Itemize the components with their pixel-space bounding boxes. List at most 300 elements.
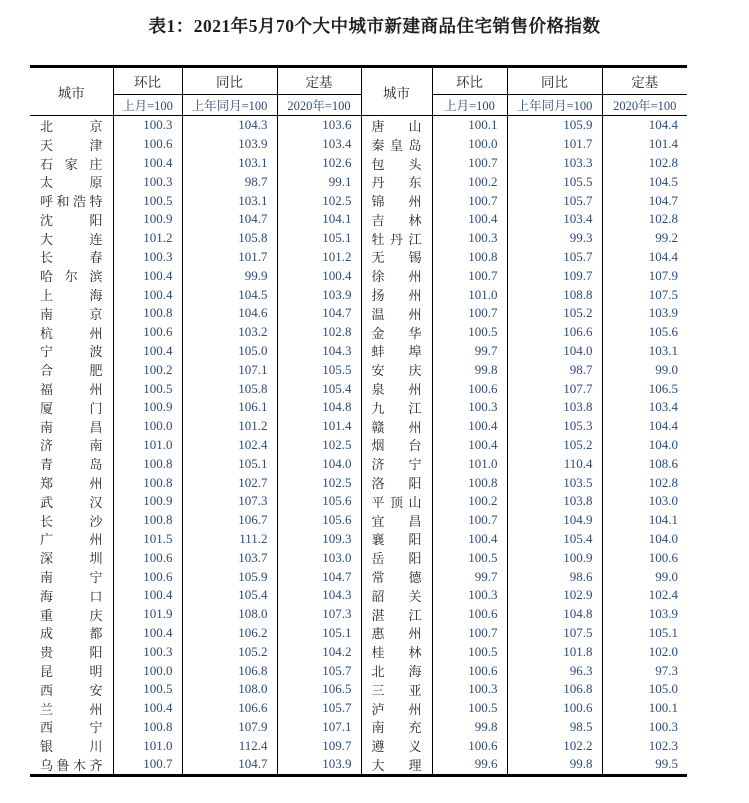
city-name: 烟 台 [371,438,422,454]
mom-value-cell: 100.4 [432,210,507,229]
yoy-value-cell: 110.4 [507,454,602,473]
city-name: 西 宁 [40,720,103,736]
mom-value-cell: 99.8 [432,718,507,737]
mom-value-cell: 100.2 [432,172,507,191]
mom-value-cell: 100.9 [113,398,182,417]
table-row [30,755,687,775]
yoy-value-cell: 106.7 [182,511,277,530]
city-cell [30,661,113,680]
yoy-value-cell: 104.9 [507,511,602,530]
yoy-value-cell: 103.8 [507,492,602,511]
mom-value-cell: 100.9 [113,492,182,511]
mom-value-cell: 100.4 [113,154,182,173]
yoy-value-cell: 105.4 [182,586,277,605]
city-name: 郑 州 [40,476,103,492]
city-cell [30,454,113,473]
table-row [30,642,687,661]
yoy-value-cell: 106.6 [507,323,602,342]
base-value-cell: 103.9 [602,304,687,323]
base-value-cell: 102.8 [602,473,687,492]
yoy-value-cell: 99.9 [182,266,277,285]
table-row [30,116,687,135]
base-value-cell: 104.3 [277,342,361,361]
yoy-value-cell: 103.4 [507,210,602,229]
city-name: 赣 州 [371,419,422,435]
document-page [0,13,749,803]
city-name: 济 南 [40,438,103,454]
city-cell [30,736,113,755]
yoy-value-cell: 105.5 [507,172,602,191]
base-value-cell: 104.4 [602,248,687,267]
yoy-value-cell: 103.2 [182,323,277,342]
mom-value-cell: 100.4 [113,624,182,643]
city-cell [361,266,432,285]
mom-value-cell: 100.5 [432,548,507,567]
city-cell [361,661,432,680]
table-row [30,492,687,511]
mom-value-cell: 100.3 [113,642,182,661]
table-title: 表1：2021年5月70个大中城市新建商品住宅销售价格指数 [148,16,601,36]
city-name: 大 连 [40,231,103,247]
city-name: 上 海 [40,288,103,304]
city-name: 深 圳 [40,551,103,567]
city-cell [30,191,113,210]
city-name: 济 宁 [371,457,422,473]
base-value-cell: 109.7 [277,736,361,755]
mom-value-cell: 100.8 [432,248,507,267]
subheader-base-right: 2020年=100 [602,95,687,116]
city-name: 昆 明 [40,664,103,680]
yoy-value-cell: 105.7 [507,248,602,267]
city-cell [361,154,432,173]
city-cell [361,755,432,775]
city-cell [30,492,113,511]
yoy-value-cell: 102.2 [507,736,602,755]
city-name: 三 亚 [371,682,422,698]
city-cell [30,135,113,154]
city-cell [361,642,432,661]
mom-value-cell: 100.4 [432,530,507,549]
city-name: 金 华 [371,325,422,341]
city-name: 惠 州 [371,626,422,642]
header-yoy-left: 同比 [182,67,277,95]
city-cell [30,642,113,661]
yoy-value-cell: 111.2 [182,530,277,549]
base-value-cell: 105.0 [602,680,687,699]
mom-value-cell: 100.4 [113,285,182,304]
mom-value-cell: 100.7 [432,266,507,285]
yoy-value-cell: 107.7 [507,379,602,398]
city-name: 九 江 [371,400,422,416]
yoy-value-cell: 108.0 [182,680,277,699]
city-cell [30,116,113,135]
base-value-cell: 104.1 [277,210,361,229]
mom-value-cell: 100.7 [432,191,507,210]
table-row [30,342,687,361]
yoy-value-cell: 108.8 [507,285,602,304]
city-cell [361,172,432,191]
city-name: 安 庆 [371,363,422,379]
yoy-value-cell: 108.0 [182,605,277,624]
city-cell [30,229,113,248]
city-cell [30,417,113,436]
base-value-cell: 102.8 [602,210,687,229]
yoy-value-cell: 98.7 [507,360,602,379]
city-name: 合 肥 [40,363,103,379]
base-value-cell: 103.4 [602,398,687,417]
yoy-value-cell: 104.7 [182,210,277,229]
yoy-value-cell: 106.1 [182,398,277,417]
city-name: 桂 林 [371,645,422,661]
city-cell [361,342,432,361]
mom-value-cell: 100.5 [432,642,507,661]
city-cell [361,229,432,248]
table-row [30,436,687,455]
base-value-cell: 109.3 [277,530,361,549]
mom-value-cell: 100.8 [113,454,182,473]
city-cell [361,473,432,492]
city-cell [361,699,432,718]
city-name: 丹 东 [371,175,422,191]
yoy-value-cell: 104.6 [182,304,277,323]
base-value-cell: 104.0 [277,454,361,473]
yoy-value-cell: 103.7 [182,548,277,567]
city-name: 遵 义 [371,739,422,755]
table-row [30,680,687,699]
yoy-value-cell: 109.7 [507,266,602,285]
city-name: 武 汉 [40,494,103,510]
city-cell [361,191,432,210]
base-value-cell: 104.3 [277,586,361,605]
city-cell [30,567,113,586]
base-value-cell: 99.1 [277,172,361,191]
city-name: 吉 林 [371,212,422,228]
mom-value-cell: 100.3 [113,116,182,135]
table-row [30,548,687,567]
mom-value-cell: 101.0 [113,436,182,455]
mom-value-cell: 100.7 [113,755,182,775]
table-row [30,229,687,248]
base-value-cell: 105.6 [277,492,361,511]
subheader-mom-right: 上月=100 [432,95,507,116]
table-row [30,567,687,586]
city-name: 泉 州 [371,382,422,398]
yoy-value-cell: 103.8 [507,398,602,417]
base-value-cell: 105.6 [277,511,361,530]
table-row [30,661,687,680]
yoy-value-cell: 107.5 [507,624,602,643]
yoy-value-cell: 103.1 [182,154,277,173]
base-value-cell: 102.8 [277,323,361,342]
mom-value-cell: 100.2 [113,360,182,379]
city-name: 南 充 [371,720,422,736]
yoy-value-cell: 106.8 [507,680,602,699]
city-cell [30,248,113,267]
mom-value-cell: 99.7 [432,567,507,586]
base-value-cell: 104.2 [277,642,361,661]
city-cell [30,436,113,455]
mom-value-cell: 101.0 [432,454,507,473]
base-value-cell: 100.4 [277,266,361,285]
mom-value-cell: 100.4 [432,417,507,436]
mom-value-cell: 99.8 [432,360,507,379]
mom-value-cell: 100.0 [113,661,182,680]
base-value-cell: 104.4 [602,116,687,135]
base-value-cell: 102.8 [602,154,687,173]
base-value-cell: 105.4 [277,379,361,398]
table-row [30,323,687,342]
mom-value-cell: 100.3 [432,680,507,699]
header-base-right: 定基 [602,67,687,95]
yoy-value-cell: 104.7 [182,755,277,775]
city-name: 秦 皇 岛 [371,137,422,153]
city-name: 沈 阳 [40,212,103,228]
city-cell [30,210,113,229]
base-value-cell: 97.3 [602,661,687,680]
yoy-value-cell: 101.2 [182,417,277,436]
table-row [30,304,687,323]
base-value-cell: 102.6 [277,154,361,173]
base-value-cell: 105.6 [602,323,687,342]
yoy-value-cell: 106.6 [182,699,277,718]
city-cell [361,548,432,567]
city-name: 兰 州 [40,701,103,717]
yoy-value-cell: 106.2 [182,624,277,643]
base-value-cell: 103.4 [277,135,361,154]
yoy-value-cell: 100.9 [507,548,602,567]
base-value-cell: 108.6 [602,454,687,473]
city-cell [361,511,432,530]
mom-value-cell: 101.9 [113,605,182,624]
city-cell [30,154,113,173]
yoy-value-cell: 102.4 [182,436,277,455]
city-cell [361,567,432,586]
city-name: 重 庆 [40,607,103,623]
city-cell [361,210,432,229]
base-value-cell: 105.7 [277,699,361,718]
base-value-cell: 105.1 [277,229,361,248]
city-name: 牡 丹 江 [371,231,422,247]
mom-value-cell: 99.7 [432,342,507,361]
yoy-value-cell: 105.4 [507,530,602,549]
header-mom-right: 环比 [432,67,507,95]
city-cell [30,548,113,567]
yoy-value-cell: 104.0 [507,342,602,361]
base-value-cell: 104.0 [602,436,687,455]
city-cell [30,680,113,699]
yoy-value-cell: 106.8 [182,661,277,680]
table-row [30,135,687,154]
mom-value-cell: 101.5 [113,530,182,549]
table-row [30,473,687,492]
city-cell [30,379,113,398]
base-value-cell: 103.1 [602,342,687,361]
yoy-value-cell: 105.9 [507,116,602,135]
mom-value-cell: 100.7 [432,624,507,643]
yoy-value-cell: 103.5 [507,473,602,492]
table-row [30,172,687,191]
city-name: 银 川 [40,739,103,755]
mom-value-cell: 100.6 [432,605,507,624]
city-cell [30,398,113,417]
mom-value-cell: 100.6 [432,661,507,680]
city-cell [30,699,113,718]
base-value-cell: 104.5 [602,172,687,191]
city-cell [30,342,113,361]
base-value-cell: 102.5 [277,191,361,210]
city-name: 太 原 [40,175,103,191]
base-value-cell: 99.0 [602,360,687,379]
subheader-base-left: 2020年=100 [277,95,361,116]
city-name: 泸 州 [371,701,422,717]
mom-value-cell: 100.8 [432,473,507,492]
base-value-cell: 107.9 [602,266,687,285]
base-value-cell: 105.5 [277,360,361,379]
city-name: 长 春 [40,250,103,266]
table-row [30,605,687,624]
base-value-cell: 102.5 [277,473,361,492]
city-name: 海 口 [40,588,103,604]
city-cell [361,379,432,398]
city-cell [30,586,113,605]
mom-value-cell: 100.7 [432,304,507,323]
city-name: 西 安 [40,682,103,698]
city-name: 北 海 [371,664,422,680]
mom-value-cell: 100.6 [113,567,182,586]
table-row [30,285,687,304]
city-cell [30,511,113,530]
city-name: 无 锡 [371,250,422,266]
base-value-cell: 106.5 [602,379,687,398]
base-value-cell: 104.7 [277,567,361,586]
base-value-cell: 100.1 [602,699,687,718]
header-base-left: 定基 [277,67,361,95]
base-value-cell: 102.5 [277,436,361,455]
base-value-cell: 101.4 [277,417,361,436]
city-cell [30,755,113,775]
city-name: 常 德 [371,570,422,586]
city-name: 锦 州 [371,194,422,210]
table-row [30,736,687,755]
city-name: 宜 昌 [371,513,422,529]
city-name: 南 宁 [40,570,103,586]
base-value-cell: 102.3 [602,736,687,755]
city-name: 杭 州 [40,325,103,341]
yoy-value-cell: 105.7 [507,191,602,210]
base-value-cell: 105.7 [277,661,361,680]
base-value-cell: 105.1 [277,624,361,643]
header-yoy-right: 同比 [507,67,602,95]
city-cell [30,304,113,323]
city-cell [361,530,432,549]
city-name: 湛 江 [371,607,422,623]
mom-value-cell: 100.3 [432,229,507,248]
yoy-value-cell: 98.7 [182,172,277,191]
table-row [30,210,687,229]
yoy-value-cell: 101.7 [182,248,277,267]
city-name: 包 头 [371,156,422,172]
city-name: 唐 山 [371,118,422,134]
city-name: 贵 阳 [40,645,103,661]
city-cell [361,624,432,643]
table-row [30,248,687,267]
city-cell [361,323,432,342]
mom-value-cell: 100.5 [432,699,507,718]
yoy-value-cell: 105.3 [507,417,602,436]
city-name: 韶 关 [371,588,422,604]
city-name: 乌 鲁 木 齐 [40,758,103,773]
base-value-cell: 104.7 [602,191,687,210]
yoy-value-cell: 104.3 [182,116,277,135]
city-name: 扬 州 [371,288,422,304]
table-row [30,191,687,210]
yoy-value-cell: 105.2 [182,642,277,661]
city-name: 温 州 [371,306,422,322]
yoy-value-cell: 105.2 [507,304,602,323]
base-value-cell: 107.3 [277,605,361,624]
city-name: 大 理 [371,758,422,773]
city-cell [30,718,113,737]
mom-value-cell: 101.2 [113,229,182,248]
table-body [30,116,687,776]
yoy-value-cell: 104.8 [507,605,602,624]
base-value-cell: 104.0 [602,530,687,549]
mom-value-cell: 100.9 [113,210,182,229]
price-index-table [30,65,687,777]
yoy-value-cell: 98.5 [507,718,602,737]
city-cell [361,285,432,304]
city-cell [361,586,432,605]
city-cell [30,605,113,624]
mom-value-cell: 100.6 [113,323,182,342]
base-value-cell: 104.7 [277,304,361,323]
base-value-cell: 106.5 [277,680,361,699]
base-value-cell: 100.3 [602,718,687,737]
city-name: 青 岛 [40,457,103,473]
mom-value-cell: 100.6 [432,736,507,755]
mom-value-cell: 100.4 [113,699,182,718]
base-value-cell: 101.4 [602,135,687,154]
yoy-value-cell: 96.3 [507,661,602,680]
base-value-cell: 102.4 [602,586,687,605]
yoy-value-cell: 105.0 [182,342,277,361]
city-name: 徐 州 [371,269,422,285]
base-value-cell: 103.9 [277,285,361,304]
city-cell [361,436,432,455]
table-row [30,360,687,379]
city-name: 岳 阳 [371,551,422,567]
city-name: 厦 门 [40,400,103,416]
mom-value-cell: 101.0 [432,285,507,304]
mom-value-cell: 100.5 [432,323,507,342]
city-name: 成 都 [40,626,103,642]
mom-value-cell: 100.8 [113,304,182,323]
yoy-value-cell: 112.4 [182,736,277,755]
mom-value-cell: 100.3 [432,398,507,417]
mom-value-cell: 100.3 [113,172,182,191]
city-cell [361,304,432,323]
city-cell [361,398,432,417]
base-value-cell: 102.0 [602,642,687,661]
subheader-yoy-right: 上年同月=100 [507,95,602,116]
base-value-cell: 103.6 [277,116,361,135]
yoy-value-cell: 105.8 [182,379,277,398]
table-row [30,154,687,173]
yoy-value-cell: 100.6 [507,699,602,718]
base-value-cell: 107.5 [602,285,687,304]
yoy-value-cell: 107.9 [182,718,277,737]
city-cell [361,736,432,755]
